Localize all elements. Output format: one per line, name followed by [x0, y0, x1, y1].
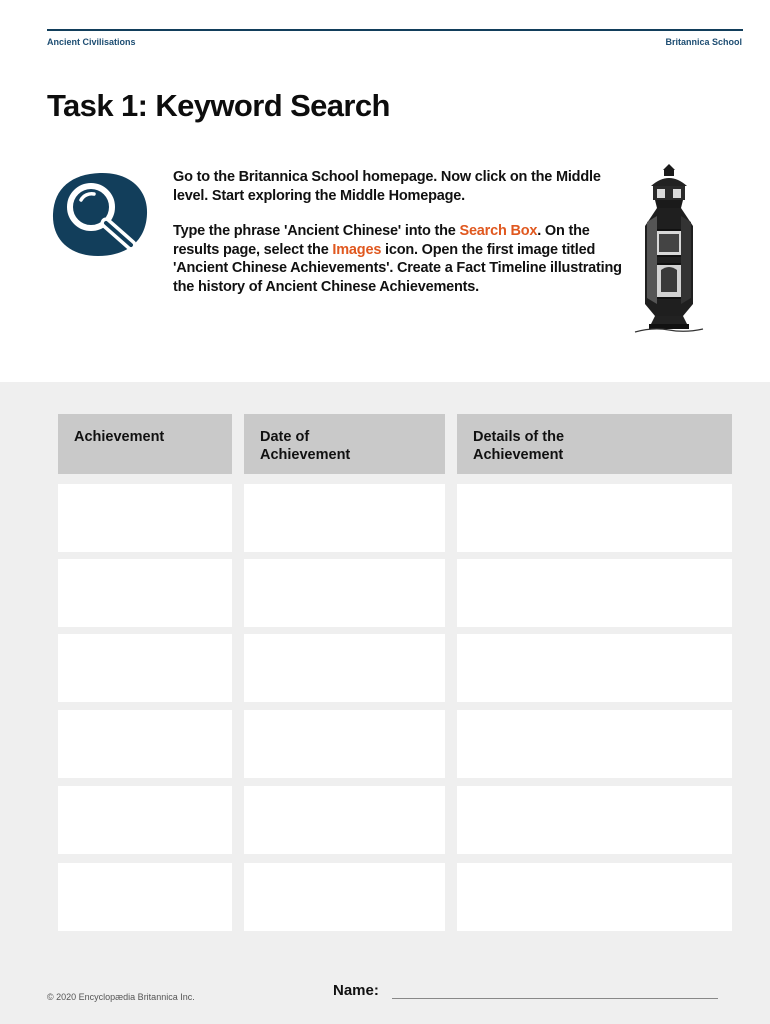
table-cell[interactable]	[244, 559, 445, 627]
table-cell[interactable]	[58, 559, 232, 627]
table-cell[interactable]	[58, 863, 232, 931]
instruction-text: Type the phrase 'Ancient Chinese' into the	[173, 223, 460, 239]
task-instructions	[173, 168, 633, 313]
instruction-paragraph-2	[173, 222, 633, 296]
search-box-highlight: Search Box	[459, 223, 538, 239]
table-cell[interactable]	[58, 710, 232, 778]
table-cell[interactable]	[244, 710, 445, 778]
table-cell[interactable]	[457, 710, 732, 778]
table-header-details	[457, 414, 732, 474]
header-section-label: Ancient Civilisations	[47, 37, 136, 47]
name-label: Name:	[333, 982, 379, 999]
images-highlight: Images	[332, 241, 382, 258]
table-cell[interactable]	[244, 634, 445, 702]
table-cell[interactable]	[58, 786, 232, 854]
table-cell[interactable]	[244, 484, 445, 552]
table-header-achievement	[58, 414, 232, 474]
table-cell[interactable]	[58, 634, 232, 702]
magnifying-glass-icon	[50, 170, 150, 260]
table-cell[interactable]	[457, 863, 732, 931]
header-line: Achievement	[260, 447, 351, 463]
header-line: Date of	[260, 429, 310, 445]
header-line: Achievement	[74, 429, 165, 445]
table-cell[interactable]	[58, 484, 232, 552]
table-cell[interactable]	[244, 786, 445, 854]
table-cell[interactable]	[457, 559, 732, 627]
chinese-vase-illustration	[633, 164, 705, 336]
header-line: Details of the	[473, 429, 565, 445]
copyright-notice: © 2020 Encyclopædia Britannica Inc.	[47, 992, 195, 1002]
table-header-date	[244, 414, 445, 474]
header-brand-label: Britannica School	[665, 37, 742, 47]
table-cell[interactable]	[457, 634, 732, 702]
name-field-line[interactable]	[392, 998, 718, 999]
instruction-text: icon. Open the first image titled 'Ancient Chinese Achievements'. Create a Fact Timeline illustrating the history of Ancient Chinese Achievements.	[173, 241, 622, 295]
header-rule	[47, 29, 743, 31]
instruction-text: . On the results page, select the	[173, 223, 590, 258]
header-line: Achievement	[473, 447, 564, 463]
table-cell[interactable]	[244, 863, 445, 931]
table-cell[interactable]	[457, 786, 732, 854]
table-cell[interactable]	[457, 484, 732, 552]
instruction-paragraph-1: Go to the Britannica School homepage. Now click on the Middle level. Start exploring the Middle Homepage.	[173, 169, 601, 204]
page-title: Task 1: Keyword Search	[47, 88, 390, 123]
